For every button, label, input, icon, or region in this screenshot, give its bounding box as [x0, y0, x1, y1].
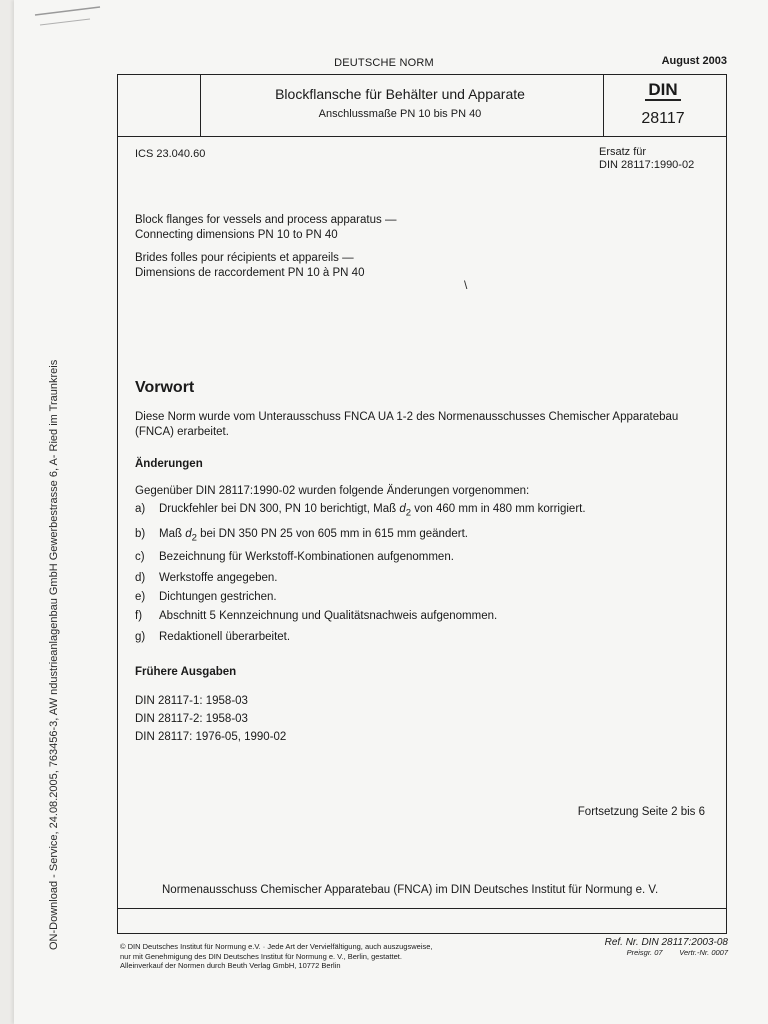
math-subscript: 2 — [191, 532, 197, 544]
reference-number: Ref. Nr. DIN 28117:2003-08 — [604, 937, 728, 948]
english-title — [135, 213, 396, 243]
aenderung-item-f — [135, 610, 497, 622]
list-text: von 460 mm in 480 mm korrigiert. — [411, 503, 586, 515]
list-letter: d) — [135, 572, 146, 584]
vorwort-line1: Diese Norm wurde vom Unterausschuss FNCA UA 1-2 des Normenausschusses Chemischer Apparatebau — [135, 411, 679, 423]
french-title — [135, 251, 364, 281]
din-logo-text: DIN — [645, 80, 680, 101]
aenderung-item-g — [135, 631, 290, 643]
aenderung-item-a — [135, 503, 586, 518]
copyright-line3: Alleinverkauf der Normen durch Beuth Verlag GmbH, 10772 Berlin — [120, 961, 341, 970]
reference-block — [605, 937, 728, 957]
preisgruppe: Preisgr. 07 — [626, 948, 663, 957]
fruehere-item: DIN 28117-2: 1958-03 — [135, 713, 248, 725]
vorwort-heading: Vorwort — [135, 379, 195, 396]
aenderung-item-c — [135, 551, 454, 563]
list-text: Werkstoffe angegeben. — [159, 572, 278, 584]
aenderung-item-b — [135, 528, 468, 543]
list-letter: c) — [135, 551, 145, 563]
committee-line: Normenausschuss Chemischer Apparatebau (FNCA) im DIN Deutsches Institut für Normung e. V. — [162, 884, 659, 896]
price-group — [605, 948, 728, 957]
fruehere-list — [135, 692, 286, 746]
document-title: Blockflansche für Behälter und Apparate — [275, 86, 525, 102]
ics-code: ICS 23.040.60 — [135, 148, 206, 160]
list-letter: f) — [135, 610, 143, 622]
list-letter: g) — [135, 631, 146, 643]
math-subscript: 2 — [405, 507, 412, 519]
french-title-line2: Dimensions de raccordement PN 10 à PN 40 — [135, 267, 365, 279]
fruehere-item: DIN 28117: 1976-05, 1990-02 — [135, 731, 287, 743]
aenderung-item-e — [135, 591, 277, 603]
frame-vline-right — [603, 75, 604, 136]
din-number: 28117 — [641, 110, 685, 127]
fruehere-heading: Frühere Ausgaben — [135, 666, 237, 678]
math-symbol: d — [399, 503, 406, 515]
list-text: Dichtungen gestrichen. — [159, 591, 277, 603]
frame-divider-bottom — [118, 908, 726, 909]
fruehere-item: DIN 28117-1: 1958-03 — [135, 695, 248, 707]
copyright-line1: © DIN Deutsches Institut für Normung e.V. · Jede Art der Vervielfältigung, auch auszugsweise, — [120, 942, 433, 951]
list-text: Abschnitt 5 Kennzeichnung und Qualitätsnachweis aufgenommen. — [159, 610, 498, 622]
continuation-note: Fortsetzung Seite 2 bis 6 — [577, 806, 705, 818]
list-letter: e) — [135, 591, 146, 603]
copyright-line2: nur mit Genehmigung des DIN Deutsches Institut für Normung e. V., Berlin, gestattet. — [120, 951, 402, 961]
aenderungen-intro: Gegenüber DIN 28117:1990-02 wurden folgende Änderungen vorgenommen: — [135, 485, 530, 497]
din-logo — [628, 80, 698, 100]
vorwort-line2: (FNCA) erarbeitet. — [135, 426, 229, 438]
list-text: bei DN 350 PN 25 von 605 mm in 615 mm geändert. — [196, 528, 468, 540]
list-letter: b) — [135, 528, 146, 540]
list-text: Druckfehler bei DN 300, PN 10 berichtigt, Maß — [159, 503, 400, 515]
list-letter: a) — [135, 503, 146, 515]
vertriebsnummer: Vertr.-Nr. 0007 — [679, 948, 728, 957]
header-date: August 2003 — [661, 55, 727, 67]
download-stamp: ON-Download - Service, 24.08.2005, 763456-3, AW ndustrieanlagenbau GmbH Gewerbestrasse 6, A- Ried im Traunkreis — [48, 359, 60, 950]
replaces-label: Ersatz für — [599, 146, 647, 158]
list-text: Bezeichnung für Werkstoff-Kombinationen aufgenommen. — [159, 551, 454, 563]
staple-mark — [30, 3, 110, 33]
pen-stroke-mark: \ — [464, 278, 468, 292]
math-symbol: d — [185, 528, 192, 540]
aenderungen-heading: Änderungen — [135, 458, 203, 470]
frame-divider-title — [118, 136, 726, 137]
english-title-line1: Block flanges for vessels and process apparatus — — [135, 214, 397, 226]
vorwort-text — [135, 410, 715, 440]
header-org: DEUTSCHE NORM — [334, 57, 434, 69]
english-title-line2: Connecting dimensions PN 10 to PN 40 — [135, 229, 338, 241]
list-text: Maß — [159, 528, 186, 540]
replaces-value: DIN 28117:1990-02 — [599, 159, 695, 171]
frame-vline-left — [200, 75, 201, 136]
copyright-notice — [120, 942, 433, 971]
document-subtitle: Anschlussmaße PN 10 bis PN 40 — [318, 108, 482, 120]
list-text: Redaktionell überarbeitet. — [159, 631, 291, 643]
aenderung-item-d — [135, 572, 278, 584]
french-title-line1: Brides folles pour récipients et appareils — — [135, 252, 354, 264]
